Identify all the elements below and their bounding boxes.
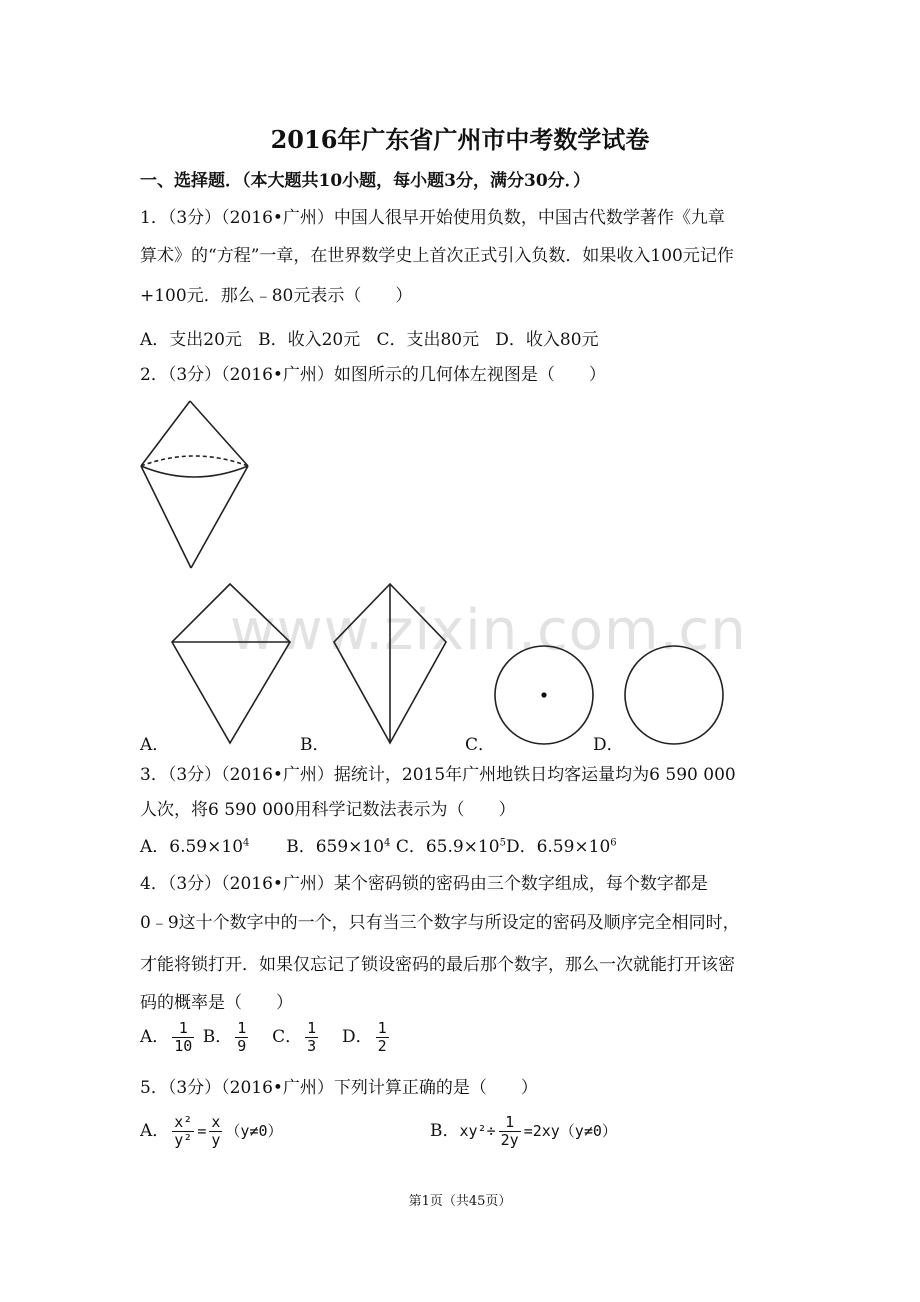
q5-option-a-num-1: x² <box>174 1113 193 1131</box>
q5-option-b-letter: B． <box>430 1121 460 1141</box>
q3-line-2: 人次，将6 590 000用科学记数法表示为（ ） <box>140 800 516 820</box>
q5-stem: 5．（3分）（2016•广州）下列计算正确的是（ ） <box>140 1078 538 1098</box>
q2-label-a: A． <box>140 735 170 755</box>
q3-options <box>140 832 617 857</box>
q3-option-c-exp: 5 <box>499 837 506 849</box>
q4-option-b-letter: B． <box>202 1027 233 1047</box>
q3-option-a: A．6.59×10 <box>140 837 244 857</box>
q3-option-d: D．6.59×10 <box>505 837 611 857</box>
q5-option-a-fraction-2 <box>209 1114 222 1149</box>
q4-option-d-num: 1 <box>377 1019 387 1037</box>
q4-option-b-fraction <box>235 1020 248 1055</box>
q4-option-c-letter: C． <box>272 1027 303 1047</box>
q5-option-b-den: 2y <box>500 1131 519 1149</box>
q5-option-a-den-2: y <box>211 1131 221 1149</box>
page-title: 2016年广东省广州市中考数学试卷 <box>270 125 650 154</box>
q5-option-a-letter: A． <box>140 1121 170 1141</box>
q4-option-c-num: 1 <box>307 1019 317 1037</box>
q2-label-b: B． <box>300 735 330 755</box>
q3-option-a-exp: 4 <box>243 837 250 849</box>
q5-option-b <box>430 1114 617 1149</box>
q5-option-a <box>140 1114 283 1149</box>
q1-line-2: 算术》的“方程”一章，在世界数学史上首次正式引入负数．如果收入100元记作 <box>140 246 734 266</box>
q3-option-d-exp: 6 <box>610 837 617 849</box>
q4-option-a-letter: A． <box>140 1027 170 1047</box>
q5-option-a-eq: = <box>197 1122 207 1140</box>
q4-options <box>140 1020 392 1055</box>
q4-option-c-fraction <box>305 1020 318 1055</box>
q4-option-d-fraction <box>376 1020 389 1055</box>
section-heading: 一、选择题．（本大题共10小题，每小题3分，满分30分．） <box>140 171 591 191</box>
q4-option-a-num: 1 <box>172 1020 194 1038</box>
page-footer: 第1页（共45页） <box>408 1194 512 1209</box>
q5-option-b-num: 1 <box>499 1114 521 1132</box>
q5-option-b-pre: xy²÷ <box>459 1122 496 1140</box>
q4-option-d-den: 2 <box>377 1037 387 1055</box>
q1-line-3: +100元．那么﹣80元表示（ ） <box>140 286 413 306</box>
q1-options: A．支出20元 B．收入20元 C．支出80元 D．收入80元 <box>140 330 599 350</box>
q4-line-4: 码的概率是（ ） <box>140 993 293 1013</box>
watermark: www.zixin.com.cn <box>230 598 747 663</box>
q5-option-b-post: =2xy（y≠0） <box>523 1122 617 1140</box>
q4-option-a-den: 10 <box>174 1037 193 1055</box>
q3-option-b: B．659×10 <box>286 837 385 857</box>
q3-line-1: 3．（3分）（2016•广州）据统计，2015年广州地铁日均客运量均为6 590 000 <box>140 765 736 785</box>
q5-option-a-den-1: y² <box>174 1131 193 1149</box>
q4-option-c-den: 3 <box>307 1037 317 1055</box>
q3-option-c: C．65.9×10 <box>395 837 500 857</box>
q3-option-b-exp: 4 <box>384 837 391 849</box>
q4-line-3: 才能将锁打开．如果仅忘记了锁设密码的最后那个数字，那么一次就能打开该密 <box>140 955 735 975</box>
q4-option-b-den: 9 <box>237 1037 247 1055</box>
q4-line-2: 0﹣9这十个数字中的一个，只有当三个数字与所设定的密码及顺序完全相同时， <box>140 913 740 933</box>
q1-line-1: 1．（3分）（2016•广州）中国人很早开始使用负数，中国古代数学著作《九章 <box>140 208 725 228</box>
q2-label-c: C． <box>465 735 496 755</box>
q2-stem: 2．（3分）（2016•广州）如图所示的几何体左视图是（ ） <box>140 365 606 385</box>
q2-label-d: D． <box>593 735 624 755</box>
q5-option-a-num-2: x <box>211 1113 221 1131</box>
q5-option-a-fraction-1 <box>172 1114 194 1149</box>
q5-option-a-cond: （y≠0） <box>225 1122 283 1140</box>
q5-option-b-fraction <box>499 1114 521 1149</box>
q4-line-1: 4．（3分）（2016•广州）某个密码锁的密码由三个数字组成，每个数字都是 <box>140 874 708 894</box>
q4-option-b-num: 1 <box>237 1019 247 1037</box>
q4-option-d-letter: D． <box>341 1027 373 1047</box>
q4-option-a-fraction <box>172 1020 194 1055</box>
